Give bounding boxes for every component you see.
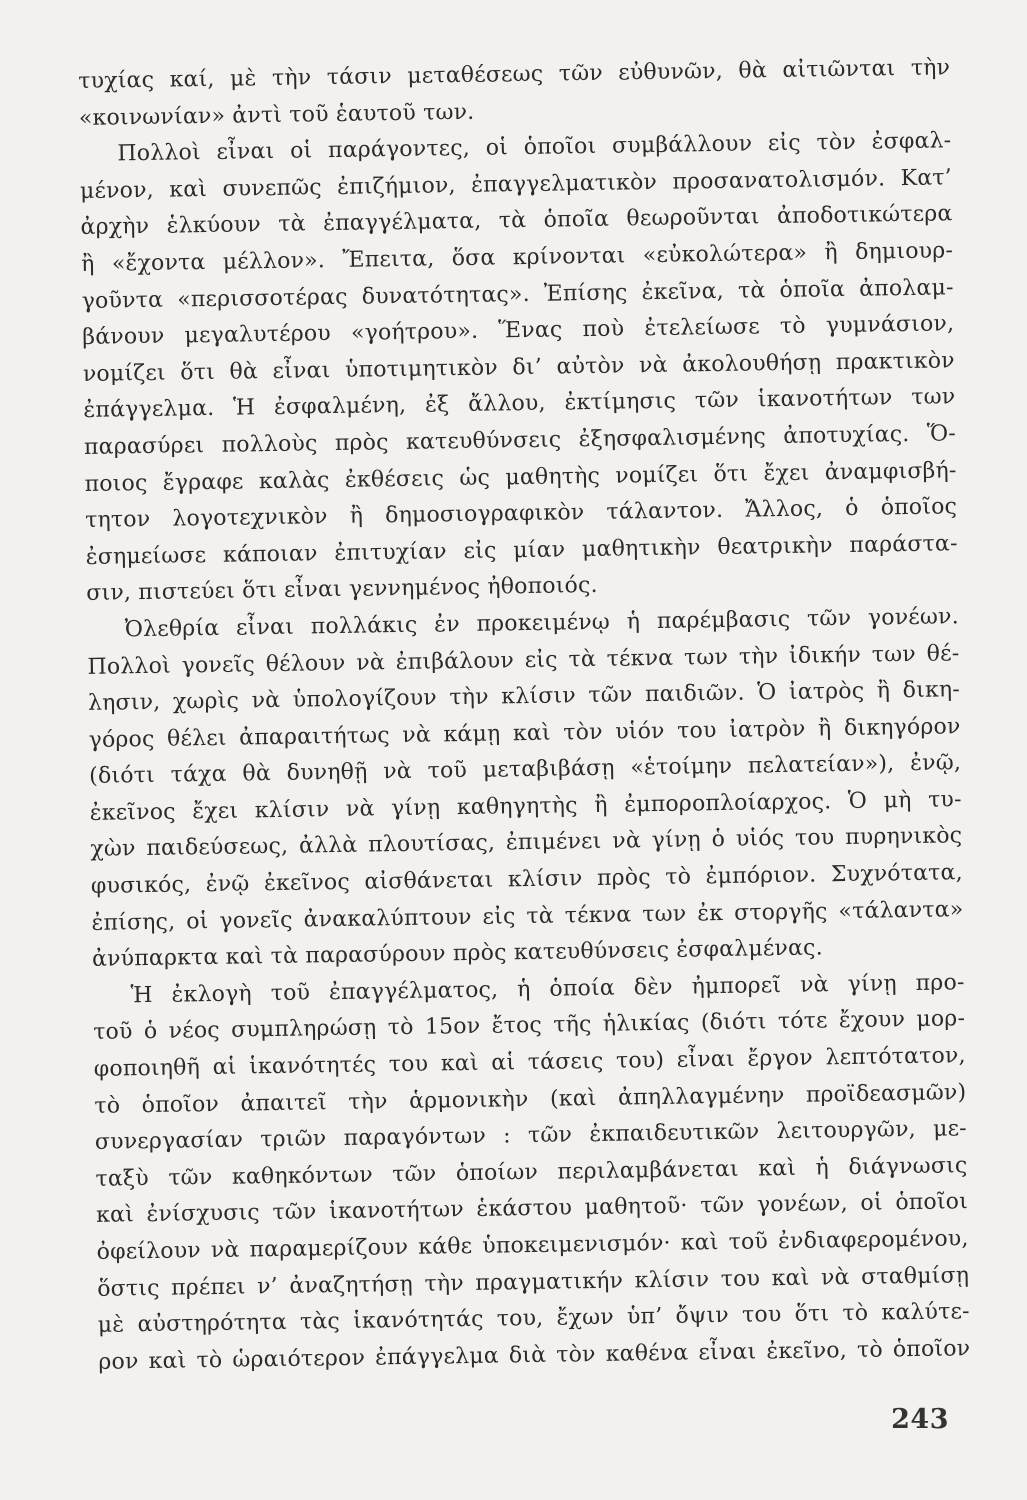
text-line: ἐσημείωσε κάποιαν ἐπιτυχίαν εἰς μίαν μαθητικὴν θεατρικὴν παράστα- [85,530,958,570]
text-line: Ἡ ἐκλογὴ τοῦ ἐπαγγέλματος, ἡ ὁποία δὲν ἠμπορεῖ νὰ γίνῃ προ- [130,970,965,1009]
text-line: βάνουν μεγαλυτέρου «γοήτρου». Ἕνας ποὺ ἐτελείωσε τὸ γυμνάσιον, [82,311,955,351]
text-line: τὸ ὁποῖον ἀπαιτεῖ τὴν ἁρμονικὴν (καὶ ἀπηλλαγμένην προϊδεασμῶν) [94,1079,967,1119]
text-line: ἐκεῖνος ἔχει κλίσιν νὰ γίνῃ καθηγητὴς ἢ ἐμποροπλοίαρχος. Ὁ μὴ τυ- [89,787,962,826]
text-line: τυχίας καί, μὲ τὴν τάσιν μεταθέσεως τῶν εὐθυνῶν, θὰ αἰτιῶνται τὴν [78,55,951,94]
text-line: γόρος θέλει ἀπαραιτήτως νὰ κάμῃ καὶ τὸν υἱόν του ἰατρὸν ἢ δικηγόρον [88,713,961,753]
text-line: ρον καὶ τὸ ὡραιότερον ἐπάγγελμα διὰ τὸν καθένα εἶναι ἐκεῖνο, τὸ ὁποῖον [98,1335,971,1375]
text-line: ἐπάγγελμα. Ἡ ἐσφαλμένη, ἐξ ἄλλου, ἐκτίμησις τῶν ἱκανοτήτων των [83,384,956,424]
text-line: ὀφείλουν νὰ παραμερίζουν κάθε ὑποκειμενισμόν· καὶ τοῦ ἐνδιαφερομένου, [96,1226,969,1265]
page-number: 243 [891,1404,949,1435]
text-line: Πολλοὶ εἶναι οἱ παράγοντες, οἱ ὁποῖοι συμβάλλουν εἰς τὸν ἐσφαλ- [117,128,952,167]
text-line: μὲ αὐστηρότητα τὰς ἱκανότητάς του, ἔχων ὑπ’ ὄψιν του ὅτι τὸ καλύτε- [97,1299,970,1339]
text-line: ἀρχὴν ἑλκύουν τὰ ἐπαγγέλματα, τὰ ὁποῖα θεωροῦνται ἀποδοτικώτερα [80,201,953,241]
text-line: ποιος ἔγραφε καλὰς ἐκθέσεις ὡς μαθητὴς νομίζει ὅτι ἔχει ἀναμφισβή- [84,457,957,497]
body-text [78,50,971,1381]
text-line: «κοινωνίαν» ἀντὶ τοῦ ἑαυτοῦ των. [78,99,475,131]
text-line: φυσικός, ἐνῷ ἐκεῖνος αἰσθάνεται κλίσιν πρὸς τὸ ἐμπόριον. Συχνότατα, [90,860,964,899]
text-line: μένον, καὶ συνεπῶς ἐπιζήμιον, ἐπαγγελματικὸν προσανατολισμόν. Κατ’ [79,165,953,204]
text-line: φοποιηθῆ αἱ ἱκανότητές του καὶ αἱ τάσεις του) εἶναι ἔργον λεπτότατον, [93,1043,966,1082]
text-line: ἐπίσης, οἱ γονεῖς ἀνακαλύπτουν εἰς τὰ τέκνα των ἐκ στοργῆς «τάλαντα» [91,896,964,936]
text-line: σιν, πιστεύει ὅτι εἶναι γεννημένος ἠθοποιός. [86,573,598,607]
text-line: χὼν παιδεύσεως, ἀλλὰ πλουτίσας, ἐπιμένει νὰ γίνῃ ὁ υἱός του πυρηνικὸς [90,823,963,863]
text-line: ὅστις πρέπει ν’ ἀναζητήσῃ τὴν πραγματικήν κλίσιν του καὶ νὰ σταθμίσῃ [97,1262,970,1302]
text-line: ἀνύπαρκτα καὶ τὰ παρασύρουν πρὸς κατευθύνσεις ἐσφαλμένας. [91,935,823,973]
text-line: ἢ «ἔχοντα μέλλον». Ἔπειτα, ὅσα κρίνονται «εὐκολώτερα» ἢ δημιουρ- [80,238,954,277]
text-line: ταξὺ τῶν καθηκόντων τῶν ὁποίων περιλαμβάνεται καὶ ἡ διάγνωσις [95,1152,968,1192]
text-line: λησιν, χωρὶς νὰ ὑπολογίζουν τὴν κλίσιν τῶν παιδιῶν. Ὁ ἰατρὸς ἢ δικη- [87,677,961,717]
text-line: γοῦντα «περισσοτέρας δυνατότητας». Ἐπίσης ἐκεῖνα, τὰ ὁποῖα ἀπολαμ- [81,274,954,314]
text-line: τητον λογοτεχνικὸν ἢ δημοσιογραφικὸν τάλαντον. Ἄλλος, ὁ ὁποῖος [84,494,958,534]
text-line: συνεργασίαν τριῶν παραγόντων : τῶν ἐκπαιδευτικῶν λειτουργῶν, με- [94,1116,968,1156]
text-line: παρασύρει πολλοὺς πρὸς κατευθύνσεις ἐξησφαλισμένης ἀποτυχίας. Ὅ- [83,421,957,460]
text-line: τοῦ ὁ νέος συμπληρώσῃ τὸ 15ον ἔτος τῆς ἡλικίας (διότι τότε ἔχουν μορ- [93,1006,966,1046]
text-line: καὶ ἐνίσχυσις τῶν ἱκανοτήτων ἑκάστου μαθητοῦ· τῶν γονέων, οἱ ὁποῖοι [95,1189,969,1229]
text-line: Πολλοὶ γονεῖς θέλουν νὰ ἐπιβάλουν εἰς τὰ τέκνα των τὴν ἰδικήν των θέ- [87,640,960,680]
text-line: (διότι τάχα θὰ δυνηθῇ νὰ τοῦ μεταβιβάσῃ «ἑτοίμην πελατείαν»), ἐνῷ, [88,750,962,790]
text-line: Ὀλεθρία εἶναι πολλάκις ἐν προκειμένῳ ἡ παρέμβασις τῶν γονέων. [124,604,959,643]
text-line: νομίζει ὅτι θὰ εἶναι ὑποτιμητικὸν δι’ αὐτὸν νὰ ἀκολουθήσῃ πρακτικὸν [82,348,955,387]
